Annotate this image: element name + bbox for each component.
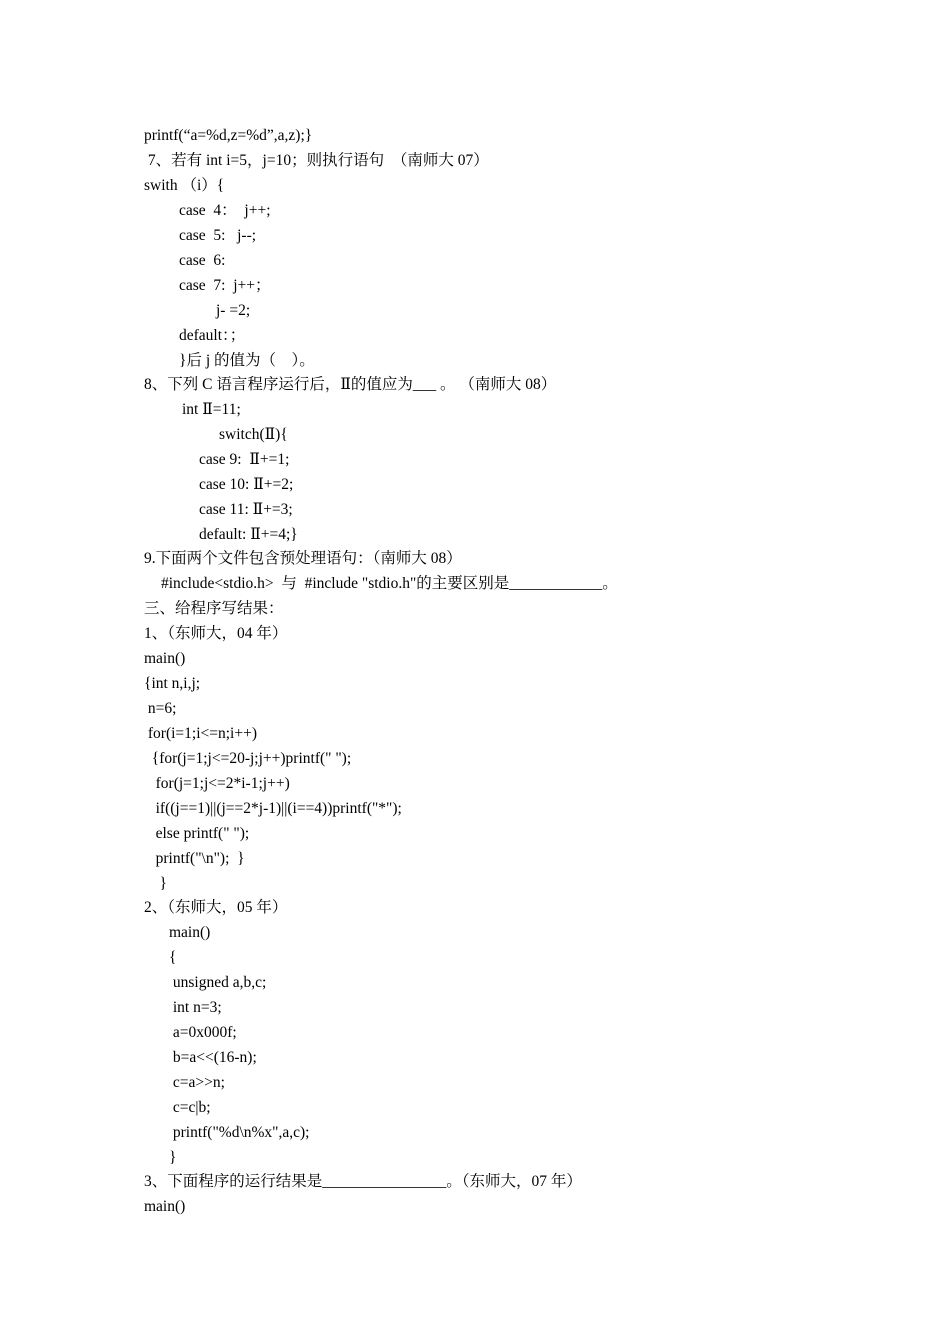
code-line: n=6;	[144, 700, 177, 717]
code-line: case 10: Ⅱ+=2;	[199, 476, 294, 493]
code-line: main()	[144, 1198, 186, 1215]
code-line: c=c|b;	[169, 1099, 211, 1116]
code-line: if((j==1)||(j==2*j-1)||(i==4))printf("*");	[144, 800, 402, 817]
code-line: default: Ⅱ+=4;}	[199, 526, 298, 543]
code-line: main()	[144, 650, 186, 667]
code-line: int n=3;	[169, 999, 222, 1016]
code-line: a=0x000f;	[169, 1024, 237, 1041]
question-7: 7、若有 int i=5，j=10；则执行语句 （南师大 07）	[144, 152, 489, 169]
code-line: else printf(" ");	[144, 825, 250, 842]
code-line: case 9: Ⅱ+=1;	[199, 451, 290, 468]
code-line: c=a>>n;	[169, 1074, 225, 1091]
code-line: }	[144, 875, 167, 892]
code-line: {	[169, 949, 177, 966]
code-line: case 11: Ⅱ+=3;	[199, 501, 293, 518]
code-line: for(i=1;i<=n;i++)	[144, 725, 258, 742]
code-line: int Ⅱ=11;	[182, 401, 241, 418]
question-9: 9.下面两个文件包含预处理语句：（南师大 08）	[144, 550, 462, 567]
code-line: swith （i）{	[144, 177, 225, 194]
code-line: {int n,i,j;	[144, 675, 201, 692]
code-line: case 5: j--;	[179, 227, 257, 244]
code-line: b=a<<(16-n);	[169, 1049, 257, 1066]
code-line: case 7: j++；	[179, 277, 271, 294]
text-line: printf(“a=%d,z=%d”,a,z);}	[144, 127, 313, 144]
code-line: case 6:	[179, 252, 226, 269]
question-8: 8、下列 C 语言程序运行后，Ⅱ的值应为___ 。 （南师大 08）	[144, 376, 557, 393]
code-line: printf("%d\n%x",a,c);	[169, 1124, 310, 1141]
problem-1-title: 1、（东师大，04 年）	[144, 625, 288, 642]
section-heading: 三、给程序写结果：	[144, 600, 284, 617]
code-line: {for(j=1;j<=20-j;j++)printf(" ");	[144, 750, 352, 767]
code-line: unsigned a,b,c;	[169, 974, 267, 991]
code-line: }后 j 的值为（ ）。	[179, 352, 315, 369]
problem-2-title: 2、（东师大，05 年）	[144, 899, 288, 916]
code-line: for(j=1;j<=2*i-1;j++)	[144, 775, 290, 792]
code-line: switch(Ⅱ){	[219, 426, 288, 443]
code-line: j- =2;	[216, 302, 251, 319]
problem-3-title: 3、下面程序的运行结果是________________。（东师大，07 年）	[144, 1173, 582, 1190]
code-line: }	[169, 1149, 177, 1166]
code-line: case 4： j++;	[179, 202, 271, 219]
code-line: main()	[169, 924, 211, 941]
code-line: default：；	[179, 327, 246, 344]
code-line: printf("\n"); }	[144, 850, 245, 867]
text-line: #include<stdio.h> 与 #include "stdio.h"的主要区别是____________。	[161, 575, 618, 592]
